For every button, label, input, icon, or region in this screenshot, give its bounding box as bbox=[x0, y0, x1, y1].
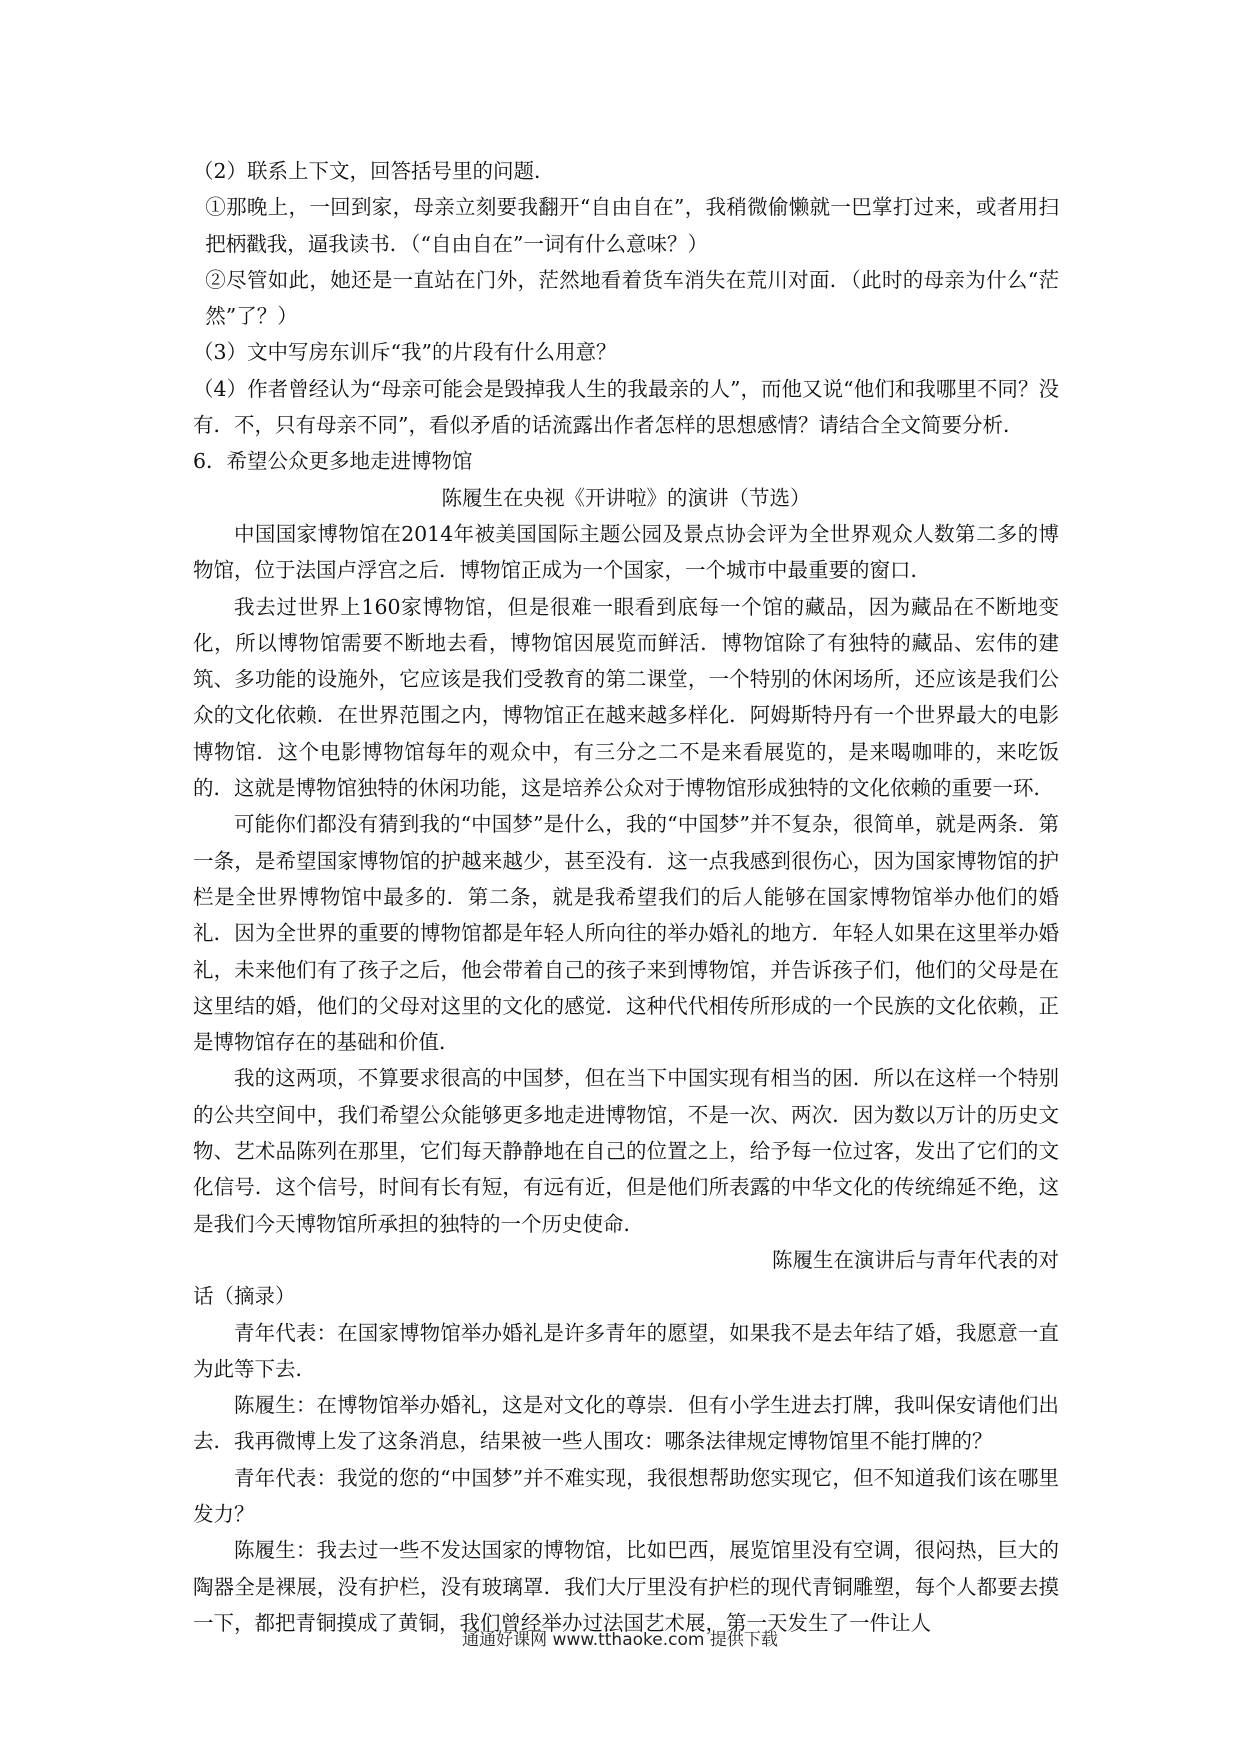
question-3: （3）文中写房东训斥“我”的片段有什么用意？ bbox=[193, 340, 617, 365]
speech-paragraph-3: 可能你们都没有猜到我的“中国梦”是什么，我的“中国梦”并不复杂，很简单，就是两条．第一条，是希望国家博物馆的护越来越少，甚至没有．这一点我感到很伤心，因为国家博物馆的护栏是全世界博物馆中最多的．第二条，就是我希望我们的后人能够在国家博物馆举办他们的婚礼．因为全世界的重要的博物馆都是年轻人所向往的举办婚礼的地方．年轻人如果在这里举办婚礼，未来他们有了孩子之后，他会带着自己的孩子来到博物馆，并告诉孩子们，他们的父母是在这里结的婚，他们的父母对这里的文化的感觉．这种代代相传所形成的一个民族的文化依赖，正是博物馆存在的基础和价值． bbox=[193, 812, 1059, 1055]
question-2-item-1: ①那晚上，一回到家，母亲立刻要我翻开“自由自在”，我稍微偷懒就一巴掌打过来，或者用扫把柄戳我，逼我读书．（“自由自在”一词有什么意味？） bbox=[205, 195, 1059, 256]
dialog-line-3: 青年代表：我觉的您的“中国梦”并不难实现，我很想帮助您实现它，但不知道我们该在哪里发力？ bbox=[193, 1465, 1059, 1526]
speech-paragraph-4: 我的这两项，不算要求很高的中国梦，但在当下中国实现有相当的困．所以在这样一个特别的公共空间中，我们希望公众能够更多地走进博物馆，不是一次、两次．因为数以万计的历史文物、艺术品陈列在那里，它们每天静静地在自己的位置之上，给予每一位过客，发出了它们的文化信号．这个信号，时间有长有短，有远有近，但是他们所表露的中华文化的传统绵延不绝，这是我们今天博物馆所承担的独特的一个历史使命． bbox=[193, 1066, 1059, 1236]
dialog-title-line-1: 陈履生在演讲后与青年代表的对 bbox=[772, 1247, 1059, 1272]
question-2-item-2: ②尽管如此，她还是一直站在门外，茫然地看着货车消失在荒川对面．（此时的母亲为什么“茫然”了？） bbox=[205, 267, 1059, 329]
document-body bbox=[193, 153, 1059, 1641]
section-6-heading: 6．希望公众更多地走进博物馆 bbox=[193, 449, 473, 474]
speech-paragraph-2: 我去过世界上160家博物馆，但是很难一眼看到底每一个馆的藏品，因为藏品在不断地变化，所以博物馆需要不断地去看，博物馆因展览而鲜活．博物馆除了有独特的藏品、宏伟的建筑、多功能的设施外，它应该是我们受教育的第二课堂，一个特别的休闲场所，还应该是我们公众的文化依赖．在世界范围之内，博物馆正在越来越多样化．阿姆斯特丹有一个世界最大的电影博物馆．这个电影博物馆每年的观众中，有三分之二不是来看展览的，是来喝咖啡的，来吃饭的．这就是博物馆独特的休闲功能，这是培养公众对于博物馆形成独特的文化依赖的重要一环． bbox=[193, 594, 1059, 801]
dialog-line-2: 陈履生：在博物馆举办婚礼，这是对文化的尊崇．但有小学生进去打牌，我叫保安请他们出去．我再微博上发了这条消息，结果被一些人围攻：哪条法律规定博物馆里不能打牌的？ bbox=[193, 1393, 1059, 1454]
dialog-line-1: 青年代表：在国家博物馆举办婚礼是许多青年的愿望，如果我不是去年结了婚，我愿意一直为此等下去． bbox=[193, 1320, 1059, 1381]
question-4: （4）作者曾经认为“母亲可能会是毁掉我人生的我最亲的人”，而他又说“他们和我哪里不同？没有．不，只有母亲不同”，看似矛盾的话流露出作者怎样的思想感情？请结合全文简要分析． bbox=[193, 376, 1059, 438]
question-2: （2）联系上下文，回答括号里的问题． bbox=[193, 159, 555, 183]
dialog-line-4: 陈履生：我去过一些不发达国家的博物馆，比如巴西，展览馆里没有空调，很闷热，巨大的陶器全是裸展，没有护栏，没有玻璃罩．我们大厅里没有护栏的现代青铜雕塑，每个人都要去摸一下，都把青铜摸成了黄铜，我们曾经举办过法国艺术展，第一天发生了一件让人 bbox=[193, 1538, 1059, 1635]
page-footer: 通通好课网 www.tthaoke.com 提供下载 bbox=[462, 1630, 778, 1650]
dialog-title-line-2: 话（摘录） bbox=[193, 1284, 296, 1309]
speech-subtitle: 陈履生在央视《开讲啦》的演讲（节选） bbox=[441, 485, 811, 510]
speech-paragraph-1: 中国国家博物馆在2014年被美国国际主题公园及景点协会评为全世界观众人数第二多的博物馆，位于法国卢浮宫之后．博物馆正成为一个国家，一个城市中最重要的窗口． bbox=[193, 521, 1059, 583]
